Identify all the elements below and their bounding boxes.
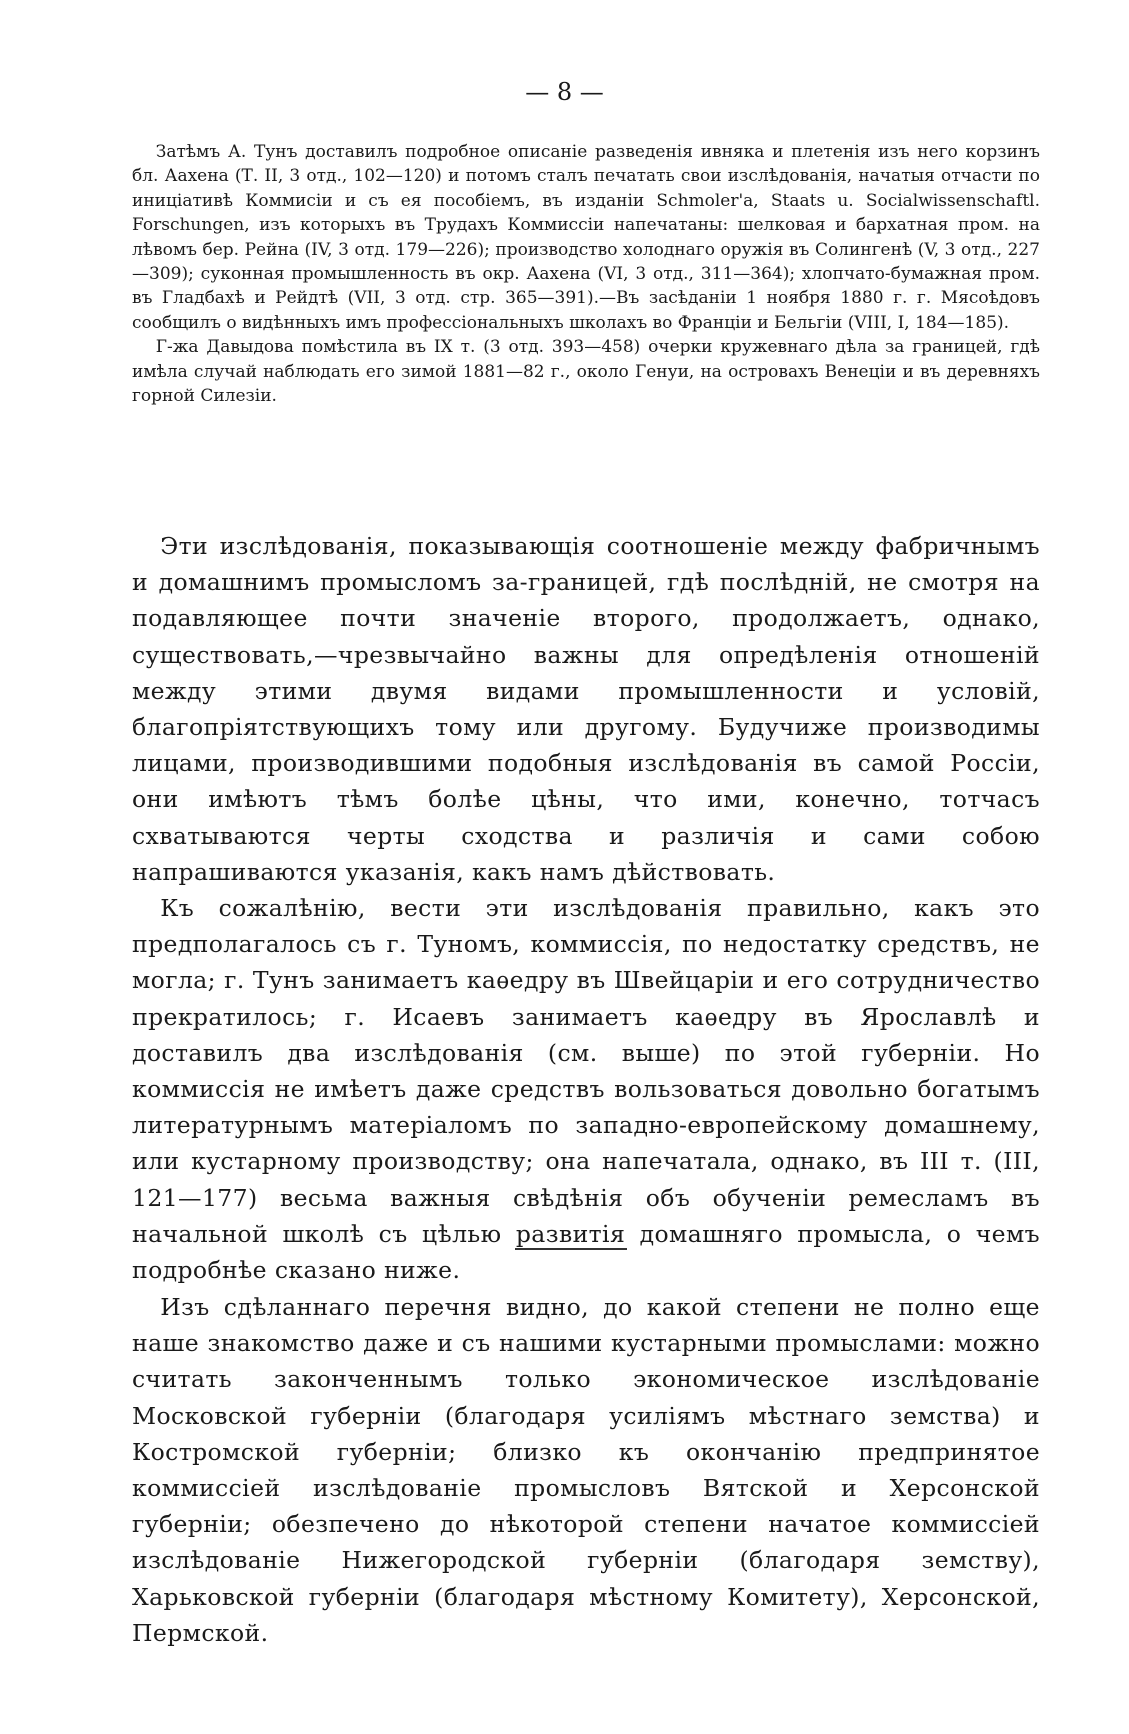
- paragraph-thun-studies: Затѣмъ А. Тунъ доставилъ подробное описаніе разведенія ивняка и плетенія изъ него корзинъ бл. Аахена (Т. II, 3 отд., 102—120) и потомъ сталъ печатать свои изслѣдованія, начатыя отчасти по иниціативѣ Коммисіи и съ ея пособіемъ, въ изданіи Schmoler'а, Staats u. Socialwissenschaftl. Forschungen, изъ которыхъ въ Трудахъ Коммиссіи напечатаны: шелковая и бархатная пром. на лѣвомъ бер. Рейна (IV, 3 отд. 179—226); производство холоднаго оружія въ Солингенѣ (V, 3 отд., 227—309); суконная промышленность въ окр. Аахена (VI, 3 отд., 311—364); хлопчато-бумажная пром. въ Гладбахѣ и Рейдтѣ (VII, 3 отд. стр. 365—391).—Въ засѣданіи 1 ноября 1880 г. г. Мясоѣдовъ сообщилъ о видѣнныхъ имъ профессіональныхъ школахъ во Франціи и Бельгіи (VIII, I, 184—185).: [132, 142, 1040, 333]
- final-text-section: [132, 1289, 1040, 1651]
- paragraph-research-importance: Эти изслѣдованія, показывающія соотношеніе между фабричнымъ и домашнимъ промысломъ за-границей, гдѣ послѣдній, не смотря на подавляющее почти значеніе второго, продолжаетъ, однако, существовать,—чрезвычайно важны для опредѣленія отношеній между этими двумя видами промышленности и условій, благопріятствующихъ тому или другому. Будучиже производимы лицами, производившими подобныя изслѣдованія въ самой Россіи, они имѣютъ тѣмъ болѣе цѣны, что ими, конечно, тотчасъ схватываются черты сходства и различія и сами собою напрашиваются указанія, какъ намъ дѣйствовать.: [132, 532, 1040, 886]
- paragraph-commission-funding: Къ сожалѣнію, вести эти изслѣдованія правильно, какъ это предполагалось съ г. Туномъ, коммиссія, по недостатку средствъ, не могла; г. Тунъ занимаетъ каѳедру въ Швейцаріи и его сотрудничество прекратилось; г. Исаевъ занимаетъ каѳедру въ Ярославлѣ и доставилъ два изслѣдованія (см. выше) по этой губерніи. Но коммиссія не имѣетъ даже средствъ вользоваться довольно богатымъ литературнымъ матеріаломъ по западно-европейскому домашнему, или кустарному производству; она напечатала, однако, въ III т. (III, 121—177) весьма важныя свѣдѣнія объ обученіи ремесламъ въ начальной школѣ съ цѣлью развитія домашняго промысла, о чемъ подробнѣе сказано ниже.: [132, 894, 1040, 1285]
- section-divider: [515, 1248, 627, 1250]
- small-print-section: [132, 140, 1040, 408]
- page-number: — 8 —: [525, 78, 604, 106]
- paragraph-survey-status: Изъ сдѣланнаго перечня видно, до какой степени не полно еще наше знакомство даже и съ нашими кустарными промыслами: можно считать законченнымъ только экономическое изслѣдованіе Московской губерніи (благодаря усиліямъ мѣстнаго земства) и Костромской губерніи; близко къ окончанію предпринятое коммиссіей изслѣдованіе промысловъ Вятской и Херсонской губерніи; обезпечено до нѣкоторой степени начатое коммиссіей изслѣдованіе Нижегородской губерніи (благодаря земству), Харьковской губерніи (благодаря мѣстному Комитету), Херсонской, Пермской.: [132, 1293, 1040, 1647]
- paragraph-davydova-lace: Г-жа Давыдова помѣстила въ IX т. (3 отд. 393—458) очерки кружевнаго дѣла за границей, гдѣ имѣла случай наблюдать его зимой 1881—82 г., около Генуи, на островахъ Венеціи и въ деревняхъ горной Силезіи.: [132, 337, 1040, 407]
- main-text-section: [132, 528, 1040, 1288]
